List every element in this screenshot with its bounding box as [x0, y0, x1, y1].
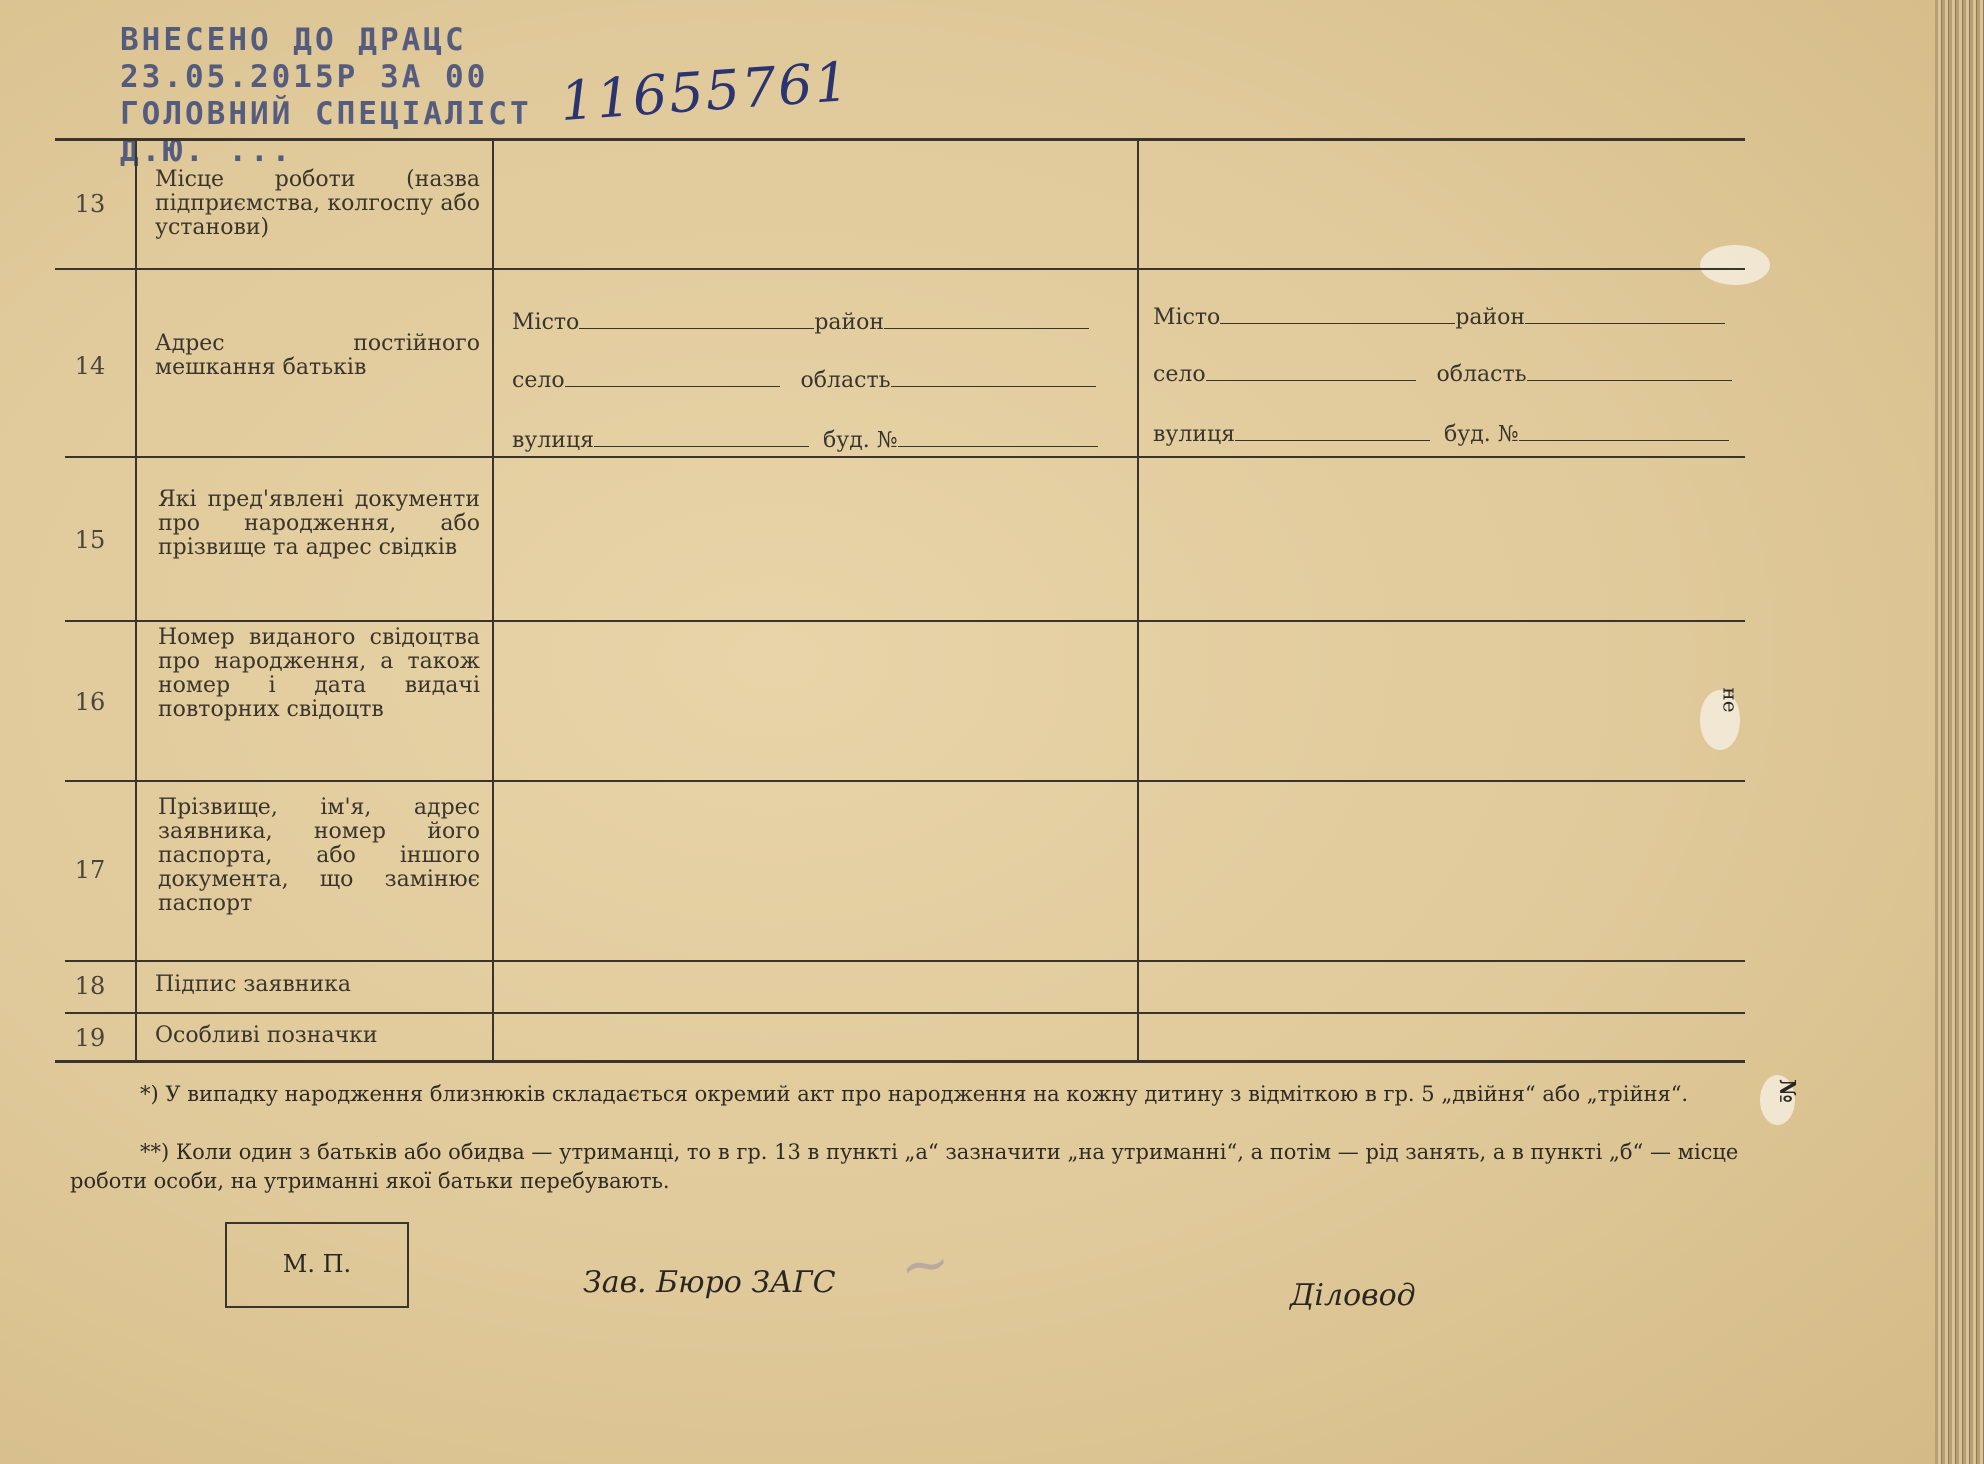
row-label: Підпис заявника — [155, 972, 351, 997]
row-number: 14 — [74, 352, 106, 380]
address-village: село область — [512, 368, 1096, 393]
book-page-edges — [1935, 0, 1984, 1464]
address-city: Місто район — [1153, 305, 1725, 330]
stamp-line: ГОЛОВНИЙ СПЕЦІАЛІСТ — [120, 96, 532, 132]
clerk-signature-label: Діловод — [1290, 1278, 1416, 1313]
address-street: вулиця буд. № — [512, 428, 1098, 453]
registration-stamp — [120, 22, 532, 170]
row-label: Які пред'явлені документи про народження, або прізвище та адрес свідків — [158, 487, 480, 560]
table-top-rule — [55, 138, 1745, 141]
address-village: село область — [1153, 362, 1732, 387]
registry-head-signature-label: Зав. Бюро ЗАГС — [583, 1265, 836, 1300]
table-bottom-rule — [55, 1060, 1745, 1063]
row-divider — [65, 960, 1745, 962]
row-label: Особливі позначки — [155, 1023, 378, 1048]
row-label: Місце роботи (назва підприємства, колгоспу або установи) — [155, 167, 480, 240]
row-number: 15 — [74, 526, 106, 554]
row-divider — [65, 780, 1745, 782]
seal-label: М. П. — [282, 1250, 352, 1278]
column-divider — [492, 138, 494, 1060]
row-number: 19 — [74, 1024, 106, 1052]
paper-damage — [1700, 245, 1770, 285]
row-label: Адрес постійного мешкання батьків — [155, 331, 480, 380]
footnote-twins: *) У випадку народження близнюків складається окремий акт про народження на кожну дитину з відміткою в гр. 5 „двійня“ або „трійня“. — [140, 1082, 1689, 1106]
footnote-dependents: **) Коли один з батьків або обидва — утриманці, то в гр. 13 в пункті „а“ зазначити „на утриманні“, а потім — рід занять, а в пункті „б“ — місце роботи особи, на утриманні якої батьки перебувають. — [70, 1140, 1739, 1193]
side-number-mark: № — [1773, 1079, 1800, 1103]
address-street: вулиця буд. № — [1153, 422, 1729, 447]
row-divider — [65, 456, 1745, 458]
row-divider — [55, 268, 1745, 270]
row-label: Номер виданого свідоцтва про народження, а також номер і дата видачі повторних свідоцтв — [158, 625, 480, 722]
stamp-line: 23.05.2015Р ЗА 00 — [120, 59, 489, 95]
row-divider — [65, 620, 1745, 622]
stamp-line: ВНЕСЕНО ДО ДРАЦС — [120, 22, 467, 58]
faint-signature: ~ — [895, 1226, 955, 1304]
column-divider — [1137, 138, 1139, 1060]
seal-placeholder — [225, 1222, 409, 1308]
row-number: 13 — [74, 190, 106, 218]
row-number: 18 — [74, 972, 106, 1000]
address-city: Місто район — [512, 310, 1089, 335]
side-text-mark: не — [1718, 687, 1743, 713]
stamp-line: Д.Ю. ... — [120, 133, 294, 169]
row-number: 16 — [74, 688, 106, 716]
row-divider — [65, 1012, 1745, 1014]
row-label: Прізвище, ім'я, адрес заявника, номер його паспорта, або іншого документа, що замінює паспорт — [158, 795, 480, 916]
column-divider — [135, 138, 137, 1060]
row-number: 17 — [74, 856, 106, 884]
handwritten-record-number: 11655761 — [558, 49, 853, 134]
